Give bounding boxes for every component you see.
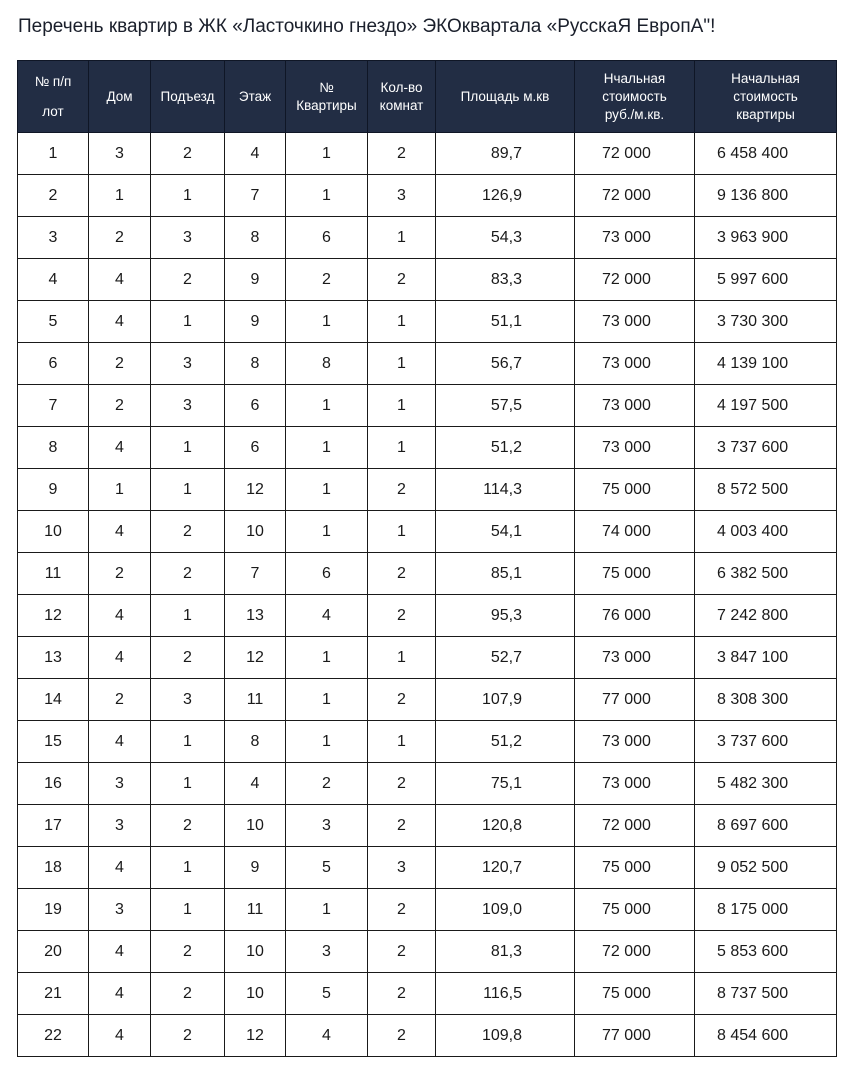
- cell-total-price: 8 737 500: [695, 973, 837, 1015]
- cell-price-per-m2: 73 000: [575, 301, 695, 343]
- cell-rooms: 1: [368, 343, 436, 385]
- cell-area: 54,1: [436, 511, 575, 553]
- cell-apartment: 1: [286, 469, 368, 511]
- cell-apartment: 5: [286, 847, 368, 889]
- table-row: [18, 385, 837, 427]
- cell-entrance: 3: [151, 343, 225, 385]
- cell-house: 3: [89, 133, 151, 175]
- cell-floor: 9: [225, 847, 286, 889]
- cell-floor: 4: [225, 133, 286, 175]
- table-row: [18, 259, 837, 301]
- table-row: [18, 721, 837, 763]
- cell-house: 4: [89, 511, 151, 553]
- cell-rooms: 2: [368, 931, 436, 973]
- cell-rooms: 1: [368, 427, 436, 469]
- cell-lot: 12: [18, 595, 89, 637]
- cell-apartment: 1: [286, 511, 368, 553]
- cell-price-per-m2: 73 000: [575, 721, 695, 763]
- header-total-price: [695, 61, 837, 133]
- cell-apartment: 1: [286, 427, 368, 469]
- cell-lot: 16: [18, 763, 89, 805]
- cell-total-price: 6 382 500: [695, 553, 837, 595]
- header-area: Площадь м.кв: [436, 61, 575, 133]
- cell-rooms: 2: [368, 679, 436, 721]
- cell-total-price: 8 697 600: [695, 805, 837, 847]
- cell-entrance: 3: [151, 385, 225, 427]
- cell-area: 95,3: [436, 595, 575, 637]
- cell-rooms: 2: [368, 889, 436, 931]
- cell-apartment: 2: [286, 259, 368, 301]
- cell-entrance: 2: [151, 511, 225, 553]
- table-body: [18, 133, 837, 1057]
- cell-house: 4: [89, 973, 151, 1015]
- header-price-per-m2-line-1: Нчальная: [603, 70, 666, 86]
- cell-floor: 6: [225, 385, 286, 427]
- table-row: [18, 679, 837, 721]
- cell-lot: 22: [18, 1015, 89, 1057]
- cell-area: 83,3: [436, 259, 575, 301]
- cell-entrance: 2: [151, 973, 225, 1015]
- cell-price-per-m2: 73 000: [575, 343, 695, 385]
- cell-total-price: 3 737 600: [695, 721, 837, 763]
- header-lot: [18, 61, 89, 133]
- cell-price-per-m2: 73 000: [575, 427, 695, 469]
- cell-floor: 10: [225, 931, 286, 973]
- cell-price-per-m2: 75 000: [575, 553, 695, 595]
- header-floor: Этаж: [225, 61, 286, 133]
- cell-area: 51,2: [436, 721, 575, 763]
- cell-floor: 8: [225, 721, 286, 763]
- cell-price-per-m2: 72 000: [575, 133, 695, 175]
- cell-rooms: 1: [368, 385, 436, 427]
- cell-area: 120,7: [436, 847, 575, 889]
- cell-lot: 15: [18, 721, 89, 763]
- header-rooms-line-1: Кол-во: [380, 79, 423, 95]
- cell-total-price: 3 847 100: [695, 637, 837, 679]
- cell-entrance: 1: [151, 301, 225, 343]
- cell-area: 120,8: [436, 805, 575, 847]
- cell-total-price: 9 052 500: [695, 847, 837, 889]
- table-row: [18, 637, 837, 679]
- cell-total-price: 5 997 600: [695, 259, 837, 301]
- cell-floor: 9: [225, 259, 286, 301]
- cell-rooms: 2: [368, 133, 436, 175]
- cell-house: 1: [89, 469, 151, 511]
- table-row: [18, 847, 837, 889]
- cell-area: 56,7: [436, 343, 575, 385]
- cell-house: 4: [89, 637, 151, 679]
- cell-apartment: 6: [286, 553, 368, 595]
- cell-entrance: 2: [151, 259, 225, 301]
- cell-apartment: 3: [286, 805, 368, 847]
- cell-area: 57,5: [436, 385, 575, 427]
- table-row: [18, 805, 837, 847]
- cell-rooms: 1: [368, 301, 436, 343]
- cell-rooms: 1: [368, 511, 436, 553]
- cell-apartment: 8: [286, 343, 368, 385]
- cell-apartment: 1: [286, 385, 368, 427]
- cell-apartment: 1: [286, 679, 368, 721]
- cell-lot: 8: [18, 427, 89, 469]
- cell-apartment: 5: [286, 973, 368, 1015]
- cell-floor: 10: [225, 805, 286, 847]
- cell-total-price: 5 482 300: [695, 763, 837, 805]
- cell-price-per-m2: 75 000: [575, 973, 695, 1015]
- cell-rooms: 1: [368, 637, 436, 679]
- cell-price-per-m2: 77 000: [575, 1015, 695, 1057]
- cell-rooms: 2: [368, 973, 436, 1015]
- cell-floor: 12: [225, 469, 286, 511]
- cell-lot: 9: [18, 469, 89, 511]
- apartments-table: [17, 60, 837, 1057]
- cell-house: 4: [89, 721, 151, 763]
- cell-total-price: 3 730 300: [695, 301, 837, 343]
- cell-apartment: 1: [286, 637, 368, 679]
- cell-area: 81,3: [436, 931, 575, 973]
- cell-house: 2: [89, 343, 151, 385]
- cell-entrance: 1: [151, 175, 225, 217]
- cell-rooms: 2: [368, 805, 436, 847]
- cell-total-price: 8 308 300: [695, 679, 837, 721]
- table-row: [18, 595, 837, 637]
- table-row: [18, 427, 837, 469]
- header-apartment: [286, 61, 368, 133]
- header-house: Дом: [89, 61, 151, 133]
- cell-house: 4: [89, 595, 151, 637]
- cell-total-price: 4 139 100: [695, 343, 837, 385]
- cell-rooms: 3: [368, 847, 436, 889]
- header-price-per-m2-line-2: стоимость: [602, 88, 667, 104]
- cell-area: 75,1: [436, 763, 575, 805]
- cell-floor: 6: [225, 427, 286, 469]
- cell-floor: 11: [225, 889, 286, 931]
- cell-house: 2: [89, 385, 151, 427]
- table-row: [18, 217, 837, 259]
- cell-rooms: 1: [368, 217, 436, 259]
- cell-total-price: 4 003 400: [695, 511, 837, 553]
- header-price-per-m2: [575, 61, 695, 133]
- cell-price-per-m2: 75 000: [575, 889, 695, 931]
- cell-floor: 8: [225, 217, 286, 259]
- cell-floor: 4: [225, 763, 286, 805]
- cell-entrance: 3: [151, 217, 225, 259]
- cell-apartment: 1: [286, 721, 368, 763]
- cell-price-per-m2: 75 000: [575, 847, 695, 889]
- cell-area: 54,3: [436, 217, 575, 259]
- table-row: [18, 553, 837, 595]
- cell-price-per-m2: 72 000: [575, 931, 695, 973]
- cell-price-per-m2: 73 000: [575, 217, 695, 259]
- cell-area: 109,0: [436, 889, 575, 931]
- cell-house: 2: [89, 553, 151, 595]
- cell-rooms: 2: [368, 763, 436, 805]
- cell-lot: 11: [18, 553, 89, 595]
- cell-entrance: 1: [151, 469, 225, 511]
- cell-floor: 7: [225, 175, 286, 217]
- cell-total-price: 3 737 600: [695, 427, 837, 469]
- cell-entrance: 1: [151, 889, 225, 931]
- cell-price-per-m2: 73 000: [575, 763, 695, 805]
- cell-area: 52,7: [436, 637, 575, 679]
- cell-price-per-m2: 73 000: [575, 637, 695, 679]
- cell-price-per-m2: 72 000: [575, 259, 695, 301]
- cell-entrance: 2: [151, 805, 225, 847]
- cell-floor: 7: [225, 553, 286, 595]
- cell-house: 2: [89, 679, 151, 721]
- table-row: [18, 1015, 837, 1057]
- cell-total-price: 8 572 500: [695, 469, 837, 511]
- cell-entrance: 2: [151, 133, 225, 175]
- table-row: [18, 469, 837, 511]
- cell-lot: 7: [18, 385, 89, 427]
- header-total-price-line-2: стоимость: [733, 88, 798, 104]
- cell-total-price: 8 175 000: [695, 889, 837, 931]
- header-total-price-line-1: Начальная: [731, 70, 800, 86]
- table-row: [18, 931, 837, 973]
- cell-area: 89,7: [436, 133, 575, 175]
- cell-lot: 20: [18, 931, 89, 973]
- table-row: [18, 763, 837, 805]
- cell-rooms: 3: [368, 175, 436, 217]
- cell-house: 4: [89, 259, 151, 301]
- cell-lot: 1: [18, 133, 89, 175]
- cell-total-price: 5 853 600: [695, 931, 837, 973]
- header-rooms-line-2: комнат: [379, 97, 424, 113]
- cell-apartment: 4: [286, 595, 368, 637]
- cell-apartment: 1: [286, 889, 368, 931]
- cell-apartment: 6: [286, 217, 368, 259]
- header-apartment-line-2: Квартиры: [296, 97, 357, 113]
- table-row: [18, 175, 837, 217]
- cell-house: 2: [89, 217, 151, 259]
- cell-apartment: 1: [286, 133, 368, 175]
- cell-entrance: 1: [151, 427, 225, 469]
- cell-total-price: 3 963 900: [695, 217, 837, 259]
- cell-house: 4: [89, 1015, 151, 1057]
- cell-entrance: 1: [151, 721, 225, 763]
- cell-lot: 3: [18, 217, 89, 259]
- cell-price-per-m2: 77 000: [575, 679, 695, 721]
- cell-apartment: 4: [286, 1015, 368, 1057]
- header-lot-line-2: лот: [42, 103, 64, 119]
- cell-entrance: 2: [151, 637, 225, 679]
- header-lot-line-1: № п/п: [34, 73, 72, 89]
- cell-area: 107,9: [436, 679, 575, 721]
- cell-area: 126,9: [436, 175, 575, 217]
- table-row: [18, 301, 837, 343]
- cell-floor: 9: [225, 301, 286, 343]
- cell-entrance: 2: [151, 1015, 225, 1057]
- cell-floor: 12: [225, 1015, 286, 1057]
- header-total-price-line-3: квартиры: [736, 106, 795, 122]
- cell-rooms: 2: [368, 469, 436, 511]
- cell-price-per-m2: 72 000: [575, 175, 695, 217]
- cell-price-per-m2: 75 000: [575, 469, 695, 511]
- cell-area: 51,2: [436, 427, 575, 469]
- cell-house: 3: [89, 889, 151, 931]
- cell-price-per-m2: 73 000: [575, 385, 695, 427]
- cell-area: 109,8: [436, 1015, 575, 1057]
- header-entrance: Подъезд: [151, 61, 225, 133]
- cell-lot: 17: [18, 805, 89, 847]
- cell-lot: 4: [18, 259, 89, 301]
- cell-floor: 8: [225, 343, 286, 385]
- cell-house: 4: [89, 931, 151, 973]
- header-apartment-line-1: №: [319, 79, 334, 95]
- cell-price-per-m2: 74 000: [575, 511, 695, 553]
- cell-house: 1: [89, 175, 151, 217]
- cell-lot: 6: [18, 343, 89, 385]
- cell-lot: 21: [18, 973, 89, 1015]
- cell-area: 114,3: [436, 469, 575, 511]
- table-row: [18, 889, 837, 931]
- cell-price-per-m2: 76 000: [575, 595, 695, 637]
- cell-area: 85,1: [436, 553, 575, 595]
- table-row: [18, 343, 837, 385]
- header-price-per-m2-line-3: руб./м.кв.: [604, 106, 665, 122]
- cell-lot: 14: [18, 679, 89, 721]
- cell-lot: 13: [18, 637, 89, 679]
- cell-lot: 2: [18, 175, 89, 217]
- cell-floor: 12: [225, 637, 286, 679]
- cell-total-price: 6 458 400: [695, 133, 837, 175]
- cell-apartment: 3: [286, 931, 368, 973]
- table-header-row: [18, 61, 837, 133]
- cell-house: 4: [89, 847, 151, 889]
- cell-total-price: 4 197 500: [695, 385, 837, 427]
- cell-apartment: 1: [286, 301, 368, 343]
- cell-price-per-m2: 72 000: [575, 805, 695, 847]
- cell-floor: 11: [225, 679, 286, 721]
- cell-lot: 10: [18, 511, 89, 553]
- cell-entrance: 2: [151, 931, 225, 973]
- cell-lot: 18: [18, 847, 89, 889]
- cell-rooms: 2: [368, 1015, 436, 1057]
- cell-entrance: 3: [151, 679, 225, 721]
- cell-total-price: 9 136 800: [695, 175, 837, 217]
- cell-floor: 10: [225, 973, 286, 1015]
- cell-rooms: 2: [368, 259, 436, 301]
- cell-rooms: 2: [368, 553, 436, 595]
- cell-lot: 5: [18, 301, 89, 343]
- header-rooms: [368, 61, 436, 133]
- cell-entrance: 1: [151, 595, 225, 637]
- cell-apartment: 1: [286, 175, 368, 217]
- cell-area: 51,1: [436, 301, 575, 343]
- cell-entrance: 1: [151, 763, 225, 805]
- cell-floor: 10: [225, 511, 286, 553]
- cell-floor: 13: [225, 595, 286, 637]
- cell-house: 4: [89, 427, 151, 469]
- cell-total-price: 8 454 600: [695, 1015, 837, 1057]
- table-row: [18, 511, 837, 553]
- page-title: Перечень квартир в ЖК «Ласточкино гнездо» ЭКОквартала «РусскаЯ ЕвропА"!: [18, 16, 716, 37]
- table-row: [18, 973, 837, 1015]
- cell-area: 116,5: [436, 973, 575, 1015]
- cell-rooms: 1: [368, 721, 436, 763]
- cell-lot: 19: [18, 889, 89, 931]
- cell-rooms: 2: [368, 595, 436, 637]
- table-row: [18, 133, 837, 175]
- cell-house: 3: [89, 763, 151, 805]
- cell-apartment: 2: [286, 763, 368, 805]
- cell-total-price: 7 242 800: [695, 595, 837, 637]
- cell-house: 3: [89, 805, 151, 847]
- cell-entrance: 1: [151, 847, 225, 889]
- cell-house: 4: [89, 301, 151, 343]
- cell-entrance: 2: [151, 553, 225, 595]
